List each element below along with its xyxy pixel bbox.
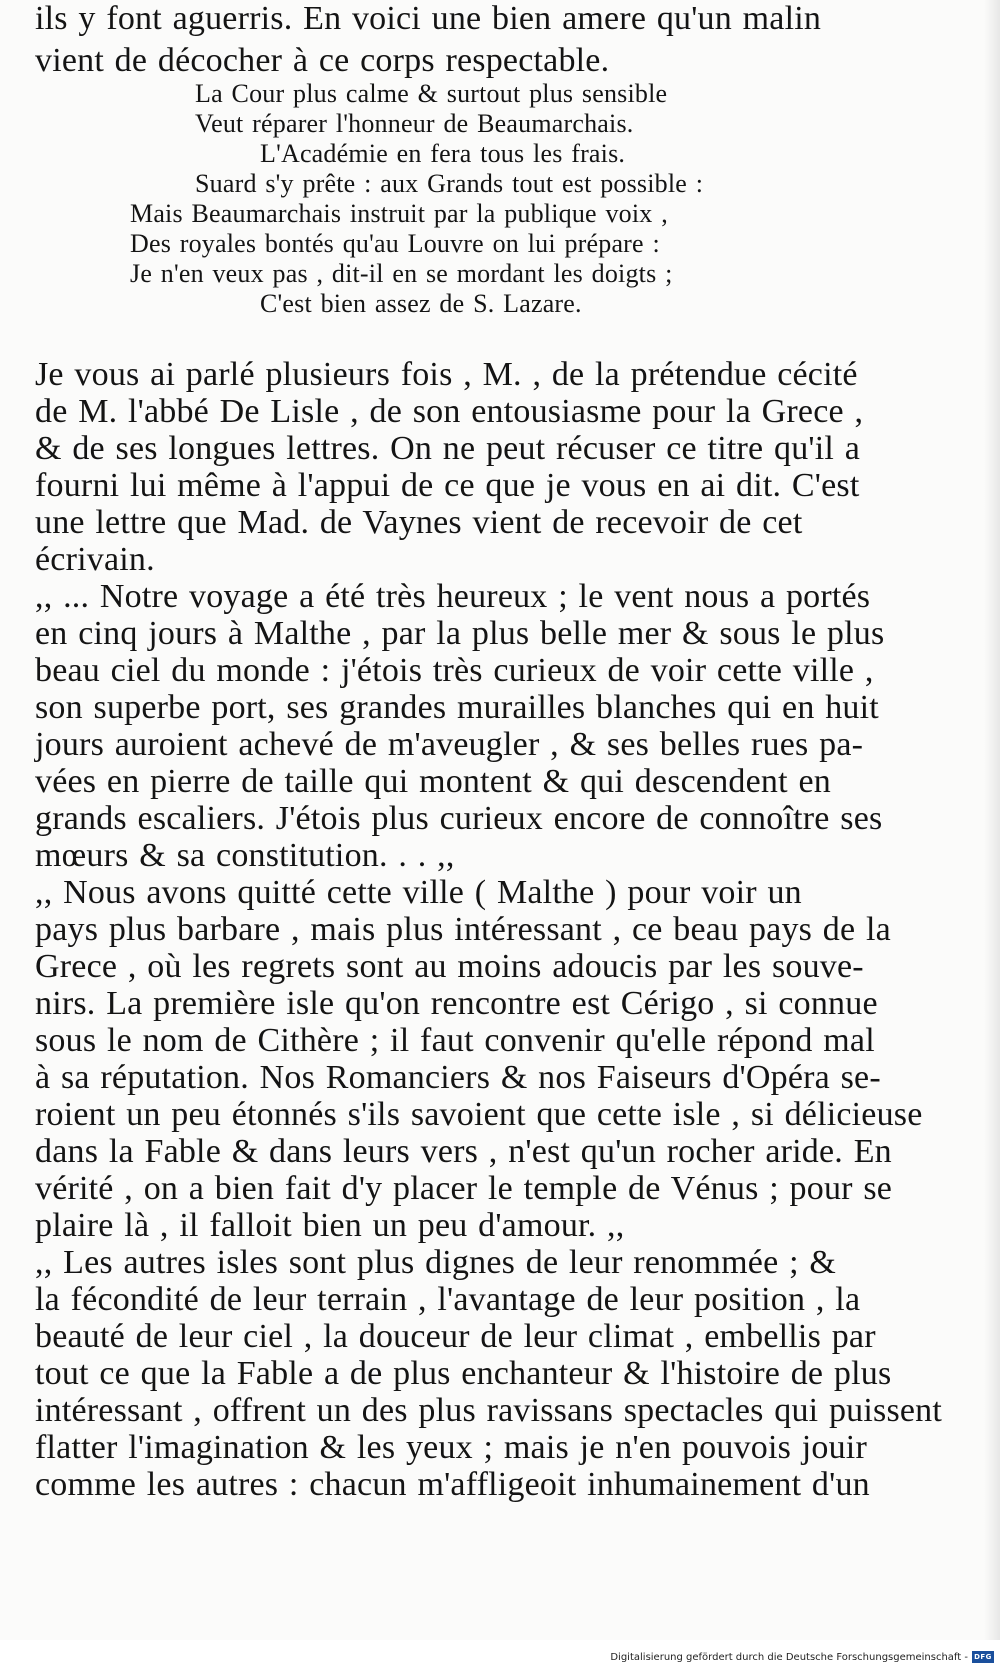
text-line: une lettre que Mad. de Vaynes vient de recevoir de cet [35, 504, 803, 541]
text-line: ,, Nous avons quitté cette ville ( Malthe ) pour voir un [35, 874, 802, 911]
verse-line: Suard s'y prête : aux Grands tout est possible : [195, 169, 704, 198]
text-line: Grece , où les regrets sont au moins adoucis par les souve- [35, 948, 864, 985]
text-line: ,, ... Notre voyage a été très heureux ; le vent nous a portés [35, 578, 871, 615]
text-line: dans la Fable & dans leurs vers , n'est qu'un rocher aride. En [35, 1133, 892, 1170]
text-line: & de ses longues lettres. On ne peut récuser ce titre qu'il a [35, 430, 861, 467]
verse-line: La Cour plus calme & surtout plus sensible [195, 79, 668, 108]
text-line: pays plus barbare , mais plus intéressant , ce beau pays de la [35, 911, 891, 948]
text-line: sous le nom de Cithère ; il faut convenir qu'elle répond mal [35, 1022, 875, 1059]
verse-line: Des royales bontés qu'au Louvre on lui prépare : [130, 229, 660, 258]
text-line: comme les autres : chacun m'affligeoit inhumainement d'un [35, 1466, 870, 1503]
page-edge-shadow [984, 0, 1000, 1640]
text-line: mœurs & sa constitution. . . ,, [35, 837, 455, 874]
text-line: son superbe port, ses grandes murailles blanches qui en huit [35, 689, 879, 726]
funding-credit: Digitalisierung gefördert durch die Deutsche Forschungsgemeinschaft - [610, 1651, 968, 1663]
digitization-footer [610, 1651, 994, 1663]
text-line: vées en pierre de taille qui montent & qui descendent en [35, 763, 831, 800]
verse-line: Veut réparer l'honneur de Beaumarchais. [195, 109, 634, 138]
verse-line: Mais Beaumarchais instruit par la publique voix , [130, 199, 668, 228]
text-line: grands escaliers. J'étois plus curieux encore de connoître ses [35, 800, 883, 837]
text-line: à sa réputation. Nos Romanciers & nos Faiseurs d'Opéra se- [35, 1059, 881, 1096]
text-line: intéressant , offrent un des plus ravissans spectacles qui puissent [35, 1392, 943, 1429]
text-line: tout ce que la Fable a de plus enchanteur & l'histoire de plus [35, 1355, 892, 1392]
text-line: roient un peu étonnés s'ils savoient que cette isle , si délicieuse [35, 1096, 923, 1133]
text-line: Je vous ai parlé plusieurs fois , M. , de la prétendue cécité [35, 356, 858, 393]
verse-line: C'est bien assez de S. Lazare. [260, 289, 582, 318]
text-line: ils y font aguerris. En voici une bien amere qu'un malin [35, 0, 822, 37]
verse-line: Je n'en veux pas , dit-il en se mordant les doigts ; [130, 259, 673, 288]
text-line: en cinq jours à Malthe , par la plus belle mer & sous le plus [35, 615, 885, 652]
text-line: flatter l'imagination & les yeux ; mais je n'en pouvois jouir [35, 1429, 867, 1466]
text-line: de M. l'abbé De Lisle , de son entousiasme pour la Grece , [35, 393, 864, 430]
text-line: ,, Les autres isles sont plus dignes de leur renommée ; & [35, 1244, 837, 1281]
text-line: nirs. La première isle qu'on rencontre est Cérigo , si connue [35, 985, 878, 1022]
text-line: vient de décocher à ce corps respectable. [35, 42, 610, 79]
text-line: la fécondité de leur terrain , l'avantage de leur position , la [35, 1281, 861, 1318]
verse-line: L'Académie en fera tous les frais. [260, 139, 626, 168]
text-line: fourni lui même à l'appui de ce que je vous en ai dit. C'est [35, 467, 860, 504]
text-line: jours auroient achevé de m'aveugler , & ses belles rues pa- [35, 726, 864, 763]
dfg-logo-icon: DFG [972, 1651, 994, 1663]
text-line: écrivain. [35, 541, 155, 578]
text-line: plaire là , il falloit bien un peu d'amour. ,, [35, 1207, 625, 1244]
text-line: beau ciel du monde : j'étois très curieux de voir cette ville , [35, 652, 874, 689]
text-line: beauté de leur ciel , la douceur de leur climat , embellis par [35, 1318, 876, 1355]
text-line: vérité , on a bien fait d'y placer le temple de Vénus ; pour se [35, 1170, 893, 1207]
